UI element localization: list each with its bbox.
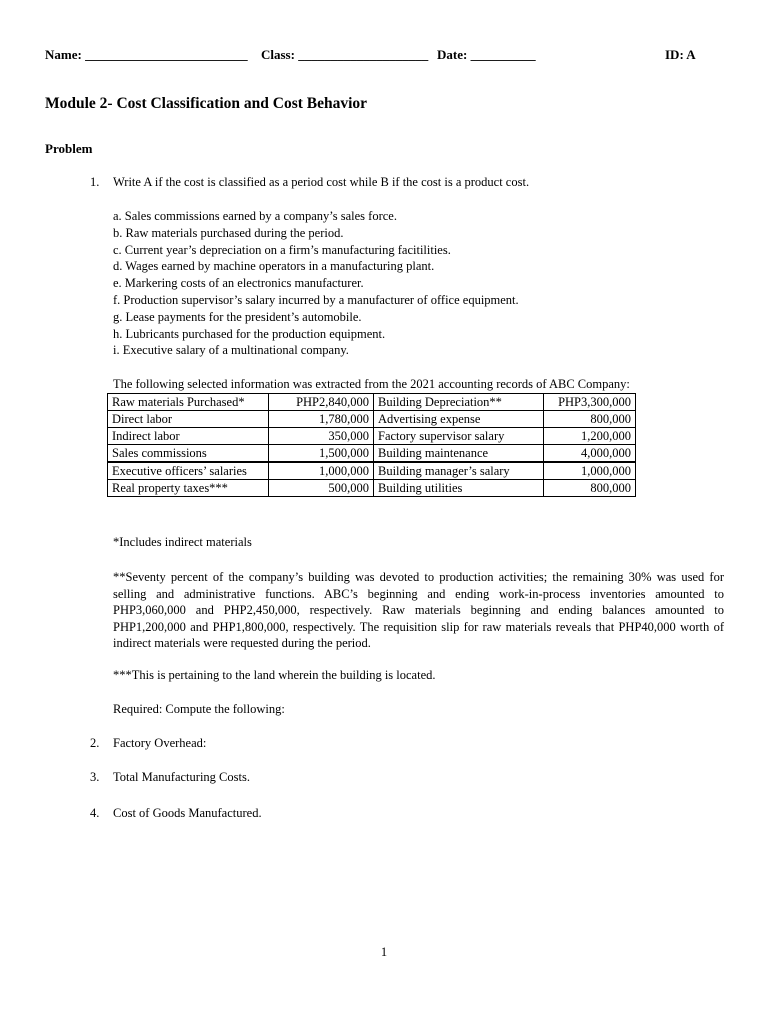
question-number: 1.	[90, 175, 100, 189]
table-cell: 1,780,000	[269, 411, 374, 428]
list-item: a. Sales commissions earned by a company’s sales force.	[113, 209, 397, 223]
table-cell: Building Depreciation**	[374, 394, 544, 411]
table-cell: 1,200,000	[544, 428, 636, 445]
name-field: Name: _________________________	[45, 47, 248, 62]
list-item: g. Lease payments for the president’s automobile.	[113, 309, 362, 324]
table-cell: 800,000	[544, 480, 636, 497]
footnote-indirect-materials: *Includes indirect materials	[113, 535, 252, 549]
table-cell: 500,000	[269, 480, 374, 497]
question-number: 2.	[90, 736, 100, 750]
list-item: d. Wages earned by machine operators in a manufacturing plant.	[113, 259, 435, 274]
table-cell: Sales commissions	[108, 445, 269, 463]
table-cell: PHP3,300,000	[544, 394, 636, 411]
table-row	[108, 480, 636, 497]
table-intro: The following selected information was extracted from the 2021 accounting records of ABC Company:	[113, 377, 630, 391]
table-cell: Raw materials Purchased*	[108, 394, 269, 411]
cost-table	[107, 393, 636, 497]
table-cell: 350,000	[269, 428, 374, 445]
header	[45, 47, 705, 65]
id-label: ID: A	[665, 47, 696, 62]
list-item: b. Raw materials purchased during the period.	[113, 225, 344, 240]
table-cell: Factory supervisor salary	[374, 428, 544, 445]
table-row	[108, 445, 636, 463]
table-row	[108, 428, 636, 445]
table-cell: Advertising expense	[374, 411, 544, 428]
table-cell: Direct labor	[108, 411, 269, 428]
question-text: Total Manufacturing Costs.	[113, 770, 250, 784]
page-title: Module 2- Cost Classification and Cost Behavior	[45, 95, 368, 112]
table-row	[108, 394, 636, 411]
table-cell: 1,500,000	[269, 445, 374, 463]
table-cell: PHP2,840,000	[269, 394, 374, 411]
table-cell: 4,000,000	[544, 445, 636, 463]
table-cell: Executive officers’ salaries	[108, 462, 269, 480]
question-text: Cost of Goods Manufactured.	[113, 806, 262, 820]
question-text: Write A if the cost is classified as a period cost while B if the cost is a product cost.	[113, 175, 530, 189]
section-heading: Problem	[45, 141, 93, 156]
page-number: 1	[380, 945, 388, 959]
footnote-building-depreciation: **Seventy percent of the company’s building was devoted to production activities; the remaining 30% was used for selling and administrative functions. ABC’s beginning and ending work-in-process inventories amounted to PHP3,060,000 and PHP2,450,000, respectively. Raw materials beginning and ending balances amounted to PHP1,200,000 and PHP1,800,000, respectively. The requisition slip for raw materials reveals that PHP40,000 worth of indirect materials were requested during the period.	[113, 570, 724, 650]
table-cell: Indirect labor	[108, 428, 269, 445]
question-number: 4.	[90, 806, 100, 820]
table-cell: Building manager’s salary	[374, 462, 544, 480]
list-item: e. Markering costs of an electronics manufacturer.	[113, 276, 364, 291]
table-cell: Real property taxes***	[108, 480, 269, 497]
table-cell: 800,000	[544, 411, 636, 428]
table-row	[108, 411, 636, 428]
required-instruction: Required: Compute the following:	[113, 702, 285, 716]
footnote-property-taxes: ***This is pertaining to the land wherein the building is located.	[113, 668, 436, 682]
table-cell: 1,000,000	[269, 462, 374, 480]
date-field: Date: __________	[437, 47, 536, 62]
table-cell: Building utilities	[374, 480, 544, 497]
table-row	[108, 462, 636, 480]
table-cell: 1,000,000	[544, 462, 636, 480]
list-item: i. Executive salary of a multinational company.	[113, 343, 349, 358]
question-number: 3.	[90, 770, 100, 784]
list-item: c. Current year’s depreciation on a firm’s manufacturing facitilities.	[113, 242, 451, 257]
list-item: h. Lubricants purchased for the production equipment.	[113, 326, 386, 341]
question-text: Factory Overhead:	[113, 736, 207, 750]
table-cell: Building maintenance	[374, 445, 544, 463]
list-item: f. Production supervisor’s salary incurred by a manufacturer of office equipment.	[113, 292, 519, 307]
cost-item-list	[113, 208, 519, 359]
class-field: Class: ____________________	[261, 47, 429, 62]
